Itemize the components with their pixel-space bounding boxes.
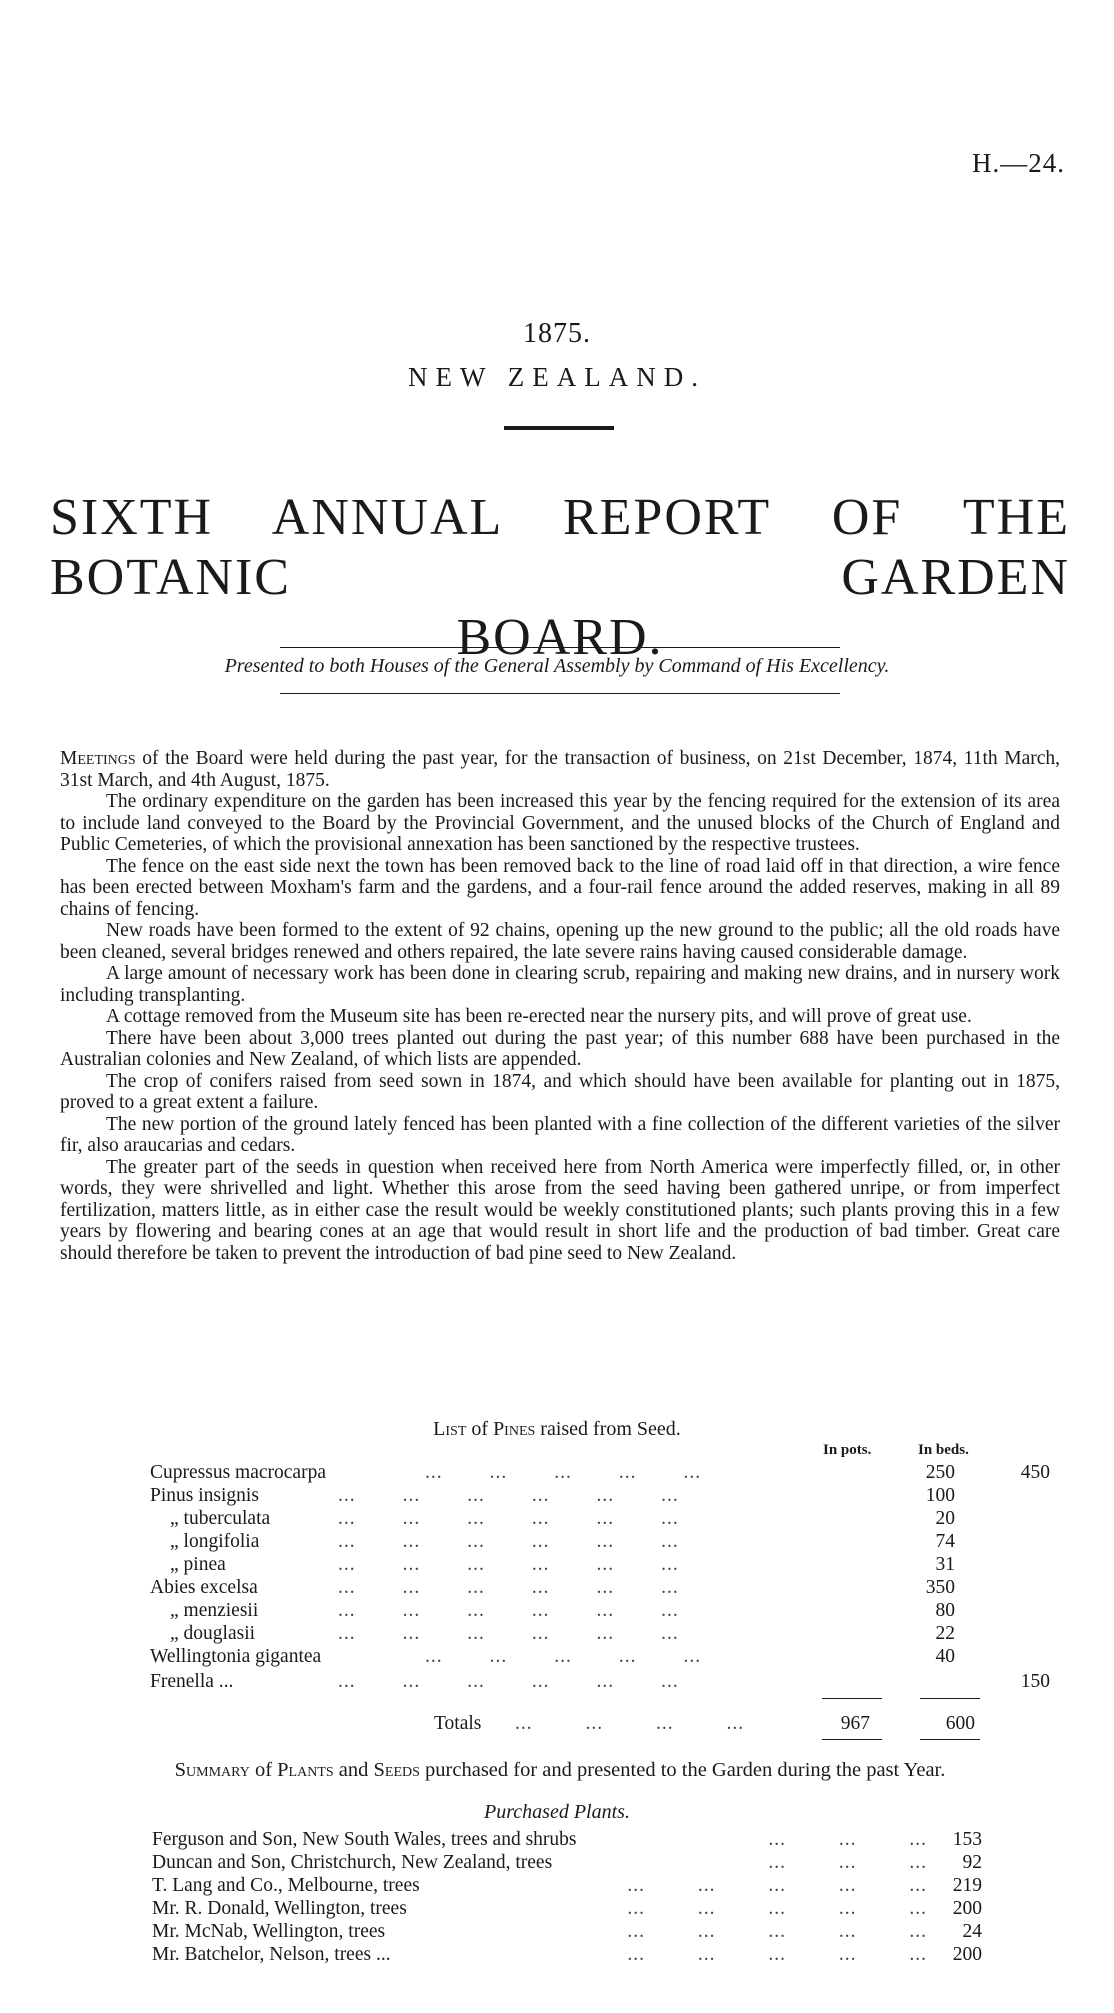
paragraph — [60, 1157, 1060, 1265]
pine-in-pots: 74 — [935, 1531, 955, 1552]
pots-total-rule — [822, 1739, 882, 1740]
title-line-1: SIXTH ANNUAL REPORT OF THE BOTANIC GARDEN — [50, 489, 1070, 606]
presented-rule-bottom — [280, 693, 840, 694]
pine-in-beds: 450 — [1020, 1462, 1050, 1483]
supplier-name: Duncan and Son, Christchurch, New Zealand, trees — [152, 1852, 553, 1873]
leader-dots: ... ... ... — [768, 1829, 927, 1850]
pine-name: Frenella ... — [150, 1671, 234, 1692]
supplier-name: Mr. R. Donald, Wellington, trees — [152, 1898, 407, 1919]
pines-list-heading — [0, 1418, 1114, 1441]
heading-word: purchased for and presented to the Garden during the past Year. — [419, 1759, 946, 1781]
pine-in-pots: 100 — [925, 1485, 955, 1506]
heading-word: Seeds — [373, 1759, 420, 1781]
leader-dots: ... ... ... ... ... ... — [338, 1623, 679, 1644]
supplier-name: Ferguson and Son, New South Wales, trees and shrubs — [152, 1829, 577, 1850]
pine-name: „ longifolia — [170, 1531, 260, 1552]
heading-word: and — [333, 1759, 374, 1781]
leader-dots: ... ... ... ... ... — [627, 1921, 927, 1942]
pine-in-pots: 350 — [925, 1577, 955, 1598]
heading-word: Summary — [174, 1759, 250, 1781]
report-body — [60, 748, 1060, 1264]
leader-dots: ... ... ... ... ... ... — [338, 1531, 679, 1552]
paragraph-text: New roads have been formed to the extent of 92 chains, opening up the new ground to the public; all the old roads have been cleaned, several bridges renewed and others repaired, the late severe rains having caused considerable damage. — [60, 920, 1060, 963]
paragraph-text: A large amount of necessary work has been done in clearing scrub, repairing and making new drains, and in nursery work including transplanting. — [60, 963, 1060, 1006]
purchase-row — [152, 1898, 982, 1921]
paragraph-text: The new portion of the ground lately fenced has been planted with a fine collection of the different varieties of the silver fir, also araucarias and cedars. — [60, 1113, 1060, 1156]
pine-in-beds: 150 — [1020, 1671, 1050, 1692]
purchase-row — [152, 1944, 982, 1967]
beds-total-rule — [920, 1739, 980, 1740]
total-in-beds: 600 — [945, 1713, 975, 1734]
leader-dots: ... ... ... — [768, 1852, 927, 1873]
paragraph — [60, 748, 1060, 791]
purchase-row — [152, 1921, 982, 1944]
summary-heading — [80, 1759, 1040, 1782]
pine-name: „ pinea — [170, 1554, 226, 1575]
heading-word: of — [466, 1418, 494, 1440]
paragraph — [60, 1114, 1060, 1157]
pine-in-pots: 22 — [935, 1623, 955, 1644]
beds-sum-rule — [920, 1698, 980, 1699]
presented-rule-top — [280, 647, 840, 648]
leader-dots: ... ... ... ... ... ... — [338, 1508, 679, 1529]
leader-dots: ... ... ... ... ... ... — [338, 1577, 679, 1598]
pots-sum-rule — [822, 1698, 882, 1699]
paragraph-text: The fence on the east side next the town has been removed back to the line of road laid off in that direction, a wire fence has been erected between Moxham's farm and the gardens, and a four-rail fence around the added reserves, making in all 89 chains of fencing. — [60, 855, 1060, 920]
leader-dots: ... ... ... ... ... ... — [338, 1485, 679, 1506]
paragraph-text: of the Board were held during the past year, for the transaction of business, on 21st December, 1874, 11th March, 31st March, and 4th August, 1875. — [60, 748, 1060, 791]
leader-dots: ... ... ... ... ... — [425, 1462, 702, 1483]
leader-dots: ... ... ... ... ... — [627, 1944, 927, 1965]
pine-name: „ tuberculata — [170, 1508, 271, 1529]
paragraph — [60, 791, 1060, 856]
title-line-2: BOARD. — [456, 609, 664, 666]
totals-label: Totals — [434, 1713, 482, 1734]
pine-in-pots: 40 — [935, 1646, 955, 1667]
heading-word: of — [249, 1759, 278, 1781]
purchase-count: 200 — [952, 1898, 982, 1919]
leader-dots: ... ... ... ... ... ... — [338, 1600, 679, 1621]
paragraph-text: The greater part of the seeds in question when received here from North America were imperfectly filled, or, in other words, they were shrivelled and light. Whether this arose from the seed having been gathered unripe, or from imperfect fertilization, matters little, as in either case the result would be weekly constitutioned plants; such plants proving this in a few years by flowering and bearing cones at an age that would result in short life and the production of bad timber. Great care should therefore be taken to prevent the introduction of bad pine seed to New Zealand. — [60, 1156, 1060, 1264]
leader-dots: ... ... ... ... ... ... — [338, 1554, 679, 1575]
paragraph-text: The crop of conifers raised from seed sown in 1874, and which should have been available for planting out in 1875, proved to a great extent a failure. — [60, 1070, 1060, 1113]
pine-name: Cupressus macrocarpa — [150, 1462, 326, 1483]
report-title — [50, 488, 1070, 668]
document-year: 1875. — [523, 318, 591, 349]
purchase-count: 153 — [952, 1829, 982, 1850]
leader-dots: ... ... ... ... ... — [627, 1898, 927, 1919]
pine-in-pots: 20 — [935, 1508, 955, 1529]
document-reference: H.—24. — [972, 148, 1065, 178]
column-header-in-beds: In beds. — [918, 1442, 969, 1458]
pine-in-pots: 80 — [935, 1600, 955, 1621]
purchase-count: 200 — [952, 1944, 982, 1965]
pine-name: Wellingtonia gigantea — [150, 1646, 322, 1667]
paragraph-text: The ordinary expenditure on the garden has been increased this year by the fencing required for the extension of its area to include land conveyed to the Board by the Provincial Government, and the unused blocks of the Church of England and Public Cemeteries, of which the provisional annexation has been sanctioned by the respective trustees. — [60, 791, 1060, 855]
pine-name: „ douglasii — [170, 1623, 256, 1644]
paragraph-lead: Meetings — [60, 748, 136, 769]
pine-name: Pinus insignis — [150, 1485, 259, 1506]
heading-word: Pines — [493, 1418, 536, 1440]
presented-line: Presented to both Houses of the General Assembly by Command of His Excellency. — [224, 655, 890, 677]
supplier-name: T. Lang and Co., Melbourne, trees — [152, 1875, 420, 1896]
pine-in-pots: 31 — [935, 1554, 955, 1575]
purchase-count: 24 — [962, 1921, 982, 1942]
leader-dots: ... ... ... ... — [515, 1713, 745, 1734]
purchased-plants-heading: Purchased Plants. — [484, 1801, 630, 1823]
heading-word: Plants — [277, 1759, 334, 1781]
paragraph — [60, 1028, 1060, 1071]
column-header-in-pots: In pots. — [823, 1442, 872, 1458]
header-divider — [504, 426, 614, 430]
paragraph — [60, 856, 1060, 921]
leader-dots: ... ... ... ... ... — [425, 1646, 702, 1667]
purchase-count: 92 — [962, 1852, 982, 1873]
paragraph-text: There have been about 3,000 trees planted out during the past year; of this number 688 have been purchased in the Australian colonies and New Zealand, of which lists are appended. — [60, 1027, 1060, 1070]
heading-word: List — [433, 1418, 467, 1440]
purchase-row — [152, 1829, 982, 1852]
paragraph-text: A cottage removed from the Museum site has been re-erected near the nursery pits, and will prove of great use. — [106, 1006, 972, 1027]
leader-dots: ... ... ... ... ... ... — [338, 1671, 679, 1692]
paragraph — [60, 963, 1060, 1006]
purchase-row — [152, 1852, 982, 1875]
supplier-name: Mr. Batchelor, Nelson, trees ... — [152, 1944, 391, 1965]
paragraph — [60, 1006, 1060, 1028]
pine-name: Abies excelsa — [150, 1577, 258, 1598]
country-name: NEW ZEALAND. — [408, 362, 706, 392]
paragraph — [60, 920, 1060, 963]
pine-in-pots: 250 — [925, 1462, 955, 1483]
pine-name: „ menziesii — [170, 1600, 259, 1621]
leader-dots: ... ... ... ... ... — [627, 1875, 927, 1896]
paragraph — [60, 1071, 1060, 1114]
supplier-name: Mr. McNab, Wellington, trees — [152, 1921, 386, 1942]
purchase-count: 219 — [952, 1875, 982, 1896]
total-in-pots: 967 — [840, 1713, 870, 1734]
heading-word: raised from Seed. — [535, 1418, 681, 1440]
purchase-row — [152, 1875, 982, 1898]
